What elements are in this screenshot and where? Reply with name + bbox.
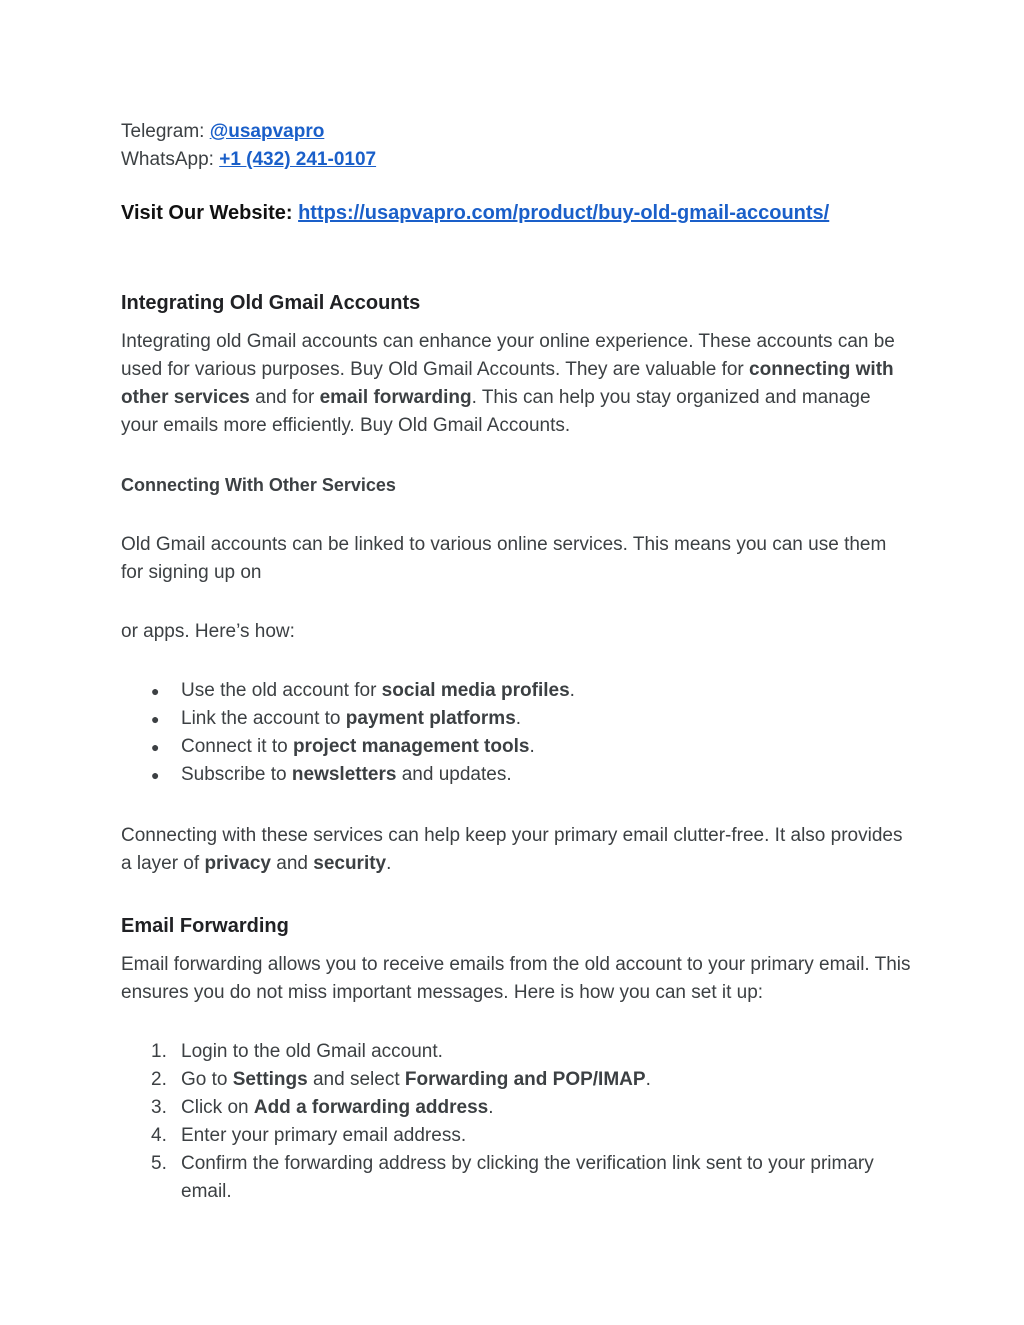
list-item: 5. Confirm the forwarding address by clicking the verification link sent to your primary email. [151,1153,874,1202]
bullet-icon: ● [151,739,160,755]
website-link[interactable]: https://usapvapro.com/product/buy-old-gmail-accounts/ [298,202,830,224]
bold-security: security [313,853,387,874]
telegram-line [121,118,324,146]
whatsapp-line [121,146,376,174]
forwarding-steps-list [121,1038,911,1206]
bullet-icon: ● [151,767,160,783]
list-item: ● Connect it to project management tools. [121,733,911,761]
paragraph-clutter-free: Connecting with these services can help keep your primary email clutter-free. It also provides a layer of privacy and security. [121,825,903,874]
list-item: 3. Click on Add a forwarding address. [151,1097,494,1118]
bullet-icon: ● [151,711,160,727]
list-item: ● Link the account to payment platforms. [121,705,911,733]
bold-connecting: connecting with other services [121,359,894,408]
paragraph-integrating: Integrating old Gmail accounts can enhance your online experience. These accounts can be used for various purposes. Buy Old Gmail Accounts. They are valuable for connecting with other services and for email forwarding. This can help you stay organized and manage your emails more efficiently. Buy Old Gmail Accounts. [121,331,895,436]
visit-website-line [121,198,829,228]
list-item: ● Subscribe to newsletters and updates. [121,761,911,789]
heading-connecting: Connecting With Other Services [121,475,396,495]
telegram-link[interactable]: @usapvapro [209,121,325,142]
bold-email-forwarding: email forwarding [319,387,472,408]
list-item: ● Use the old account for social media profiles. [121,677,911,705]
bold-privacy: privacy [204,853,271,874]
list-item: 1. Login to the old Gmail account. [151,1041,443,1062]
telegram-label: Telegram: [121,121,210,142]
paragraph-forwarding: Email forwarding allows you to receive emails from the old account to your primary email. This ensures you do not miss important messages. Here is how you can set it up: [121,954,911,1003]
visit-label: Visit Our Website: [121,202,299,224]
heading-email-forwarding: Email Forwarding [121,915,289,937]
list-item: 4. Enter your primary email address. [151,1125,467,1146]
list-item: 2. Go to Settings and select Forwarding and POP/IMAP. [151,1069,651,1090]
paragraph-apps: or apps. Here’s how: [121,621,295,642]
services-bullet-list [121,677,911,789]
heading-integrating: Integrating Old Gmail Accounts [121,292,421,314]
bullet-icon: ● [151,683,160,699]
whatsapp-label: WhatsApp: [121,149,220,170]
paragraph-linked: Old Gmail accounts can be linked to various online services. This means you can use them for signing up on [121,534,887,583]
whatsapp-link[interactable]: +1 (432) 241-0107 [219,149,377,170]
